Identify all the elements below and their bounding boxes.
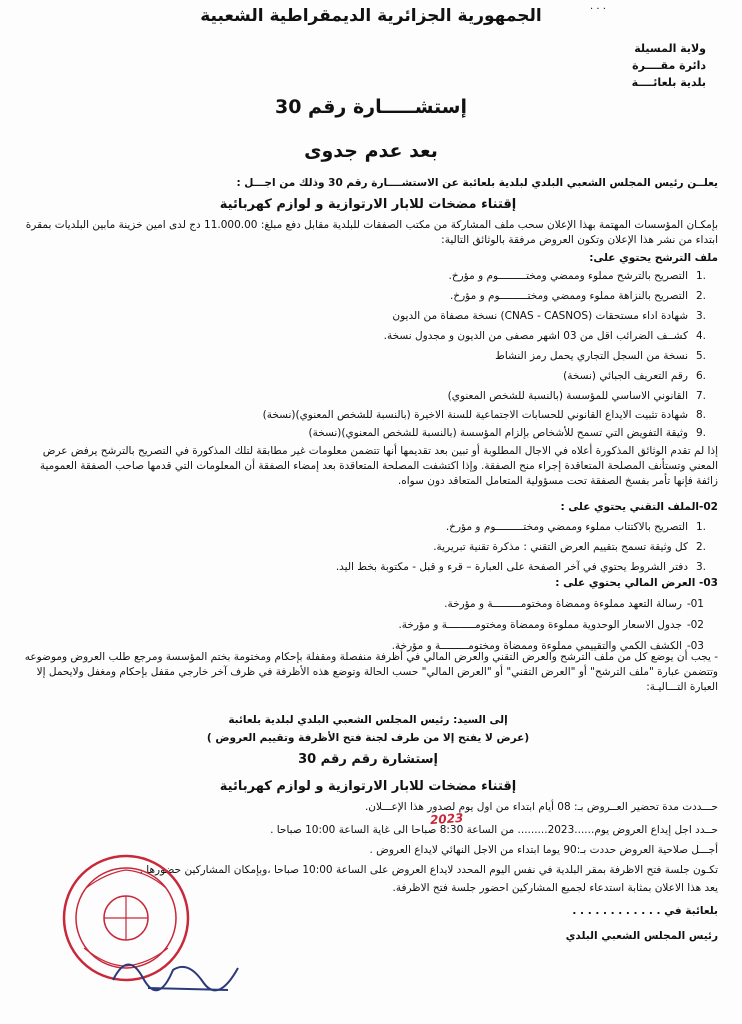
corner-mark: · · · bbox=[590, 4, 606, 15]
candidacy-section bbox=[18, 251, 718, 489]
opening-term: تكـون جلسة فتح الاظرفة بمقر البلدية في نفس اليوم المحدد لايداع العروض على الساعة 10:00 صباحا ،وبإمكان المشاركين حضورها . bbox=[139, 864, 718, 876]
announce-line bbox=[18, 176, 718, 191]
signature-block bbox=[420, 904, 718, 944]
list-item: .7 القانوني الاساسي للمؤسسة (بالنسبة للشخص المعنوي) bbox=[447, 390, 706, 402]
republic-header: الجمهورية الجزائرية الديمقراطية الشعبية bbox=[200, 6, 542, 26]
technical-section bbox=[18, 500, 718, 575]
signature-place: بلعائبة في . . . . . . . . . . . . bbox=[572, 905, 718, 917]
commune-line: بلدية بلعائــــة bbox=[631, 76, 706, 89]
financial-section bbox=[18, 576, 718, 654]
page-subtitle: بعد عدم جدوى bbox=[304, 140, 438, 162]
list-item: .8 شهادة تثبيت الايداع القانوني للحسابات الاجتماعية للسنة الاخيرة (بالنسبة للشخص المعنوي)(نسخة) bbox=[262, 409, 706, 421]
envelope-warning: (عرض لا يفتح إلا من طرف لجنة فتح الأظرفة وتقييم العروض ) bbox=[206, 732, 530, 744]
financial-list bbox=[18, 597, 718, 654]
technical-list bbox=[18, 520, 718, 575]
prep-term: حـــددت مدة تحضير العــروض بـ: 08 أيام ابتداء من اول يوم لصدور هذا الإعـــلان. bbox=[364, 801, 718, 813]
signature-scribble bbox=[108, 940, 258, 1000]
list-item: .3 دفتر الشروط يحتوي في آخر الصفحة على العبارة – قرء و قبل - مكتوبة بخط اليد. bbox=[335, 561, 706, 573]
wilaya-line: ولاية المسيلة bbox=[634, 42, 706, 55]
envelope-note: - يجب أن يوضع كل من ملف الترشح والعرض التقني والعرض المالي في أظرفة منفصلة ومقفلة بإحكام ومختومة بختم المؤسسة ومرجع طلب العروض وموضوعه وتتضمن عبارة "ملف الترشح" أو "العرض التقني" أو "العرض المالي" حسب الحالة وتوضع هذه الأظرفة في ظرف آخر خارجي مقفل بإحكام ومغفل ولايحمل إلا العبارة التـــاليـة: bbox=[24, 651, 718, 693]
list-item: 03- الكشف الكمي والتقييمي مملوءة وممضاة ومختومـــــــــة و مؤرخة. bbox=[391, 640, 704, 652]
envelope-label bbox=[18, 713, 718, 794]
list-item: .2 التصريح بالنزاهة مملوء وممضي ومختـــــــــوم و مؤرخ. bbox=[450, 290, 706, 302]
envelope-to: إلى السيد: رئيس المجلس الشعبي البلدي لبلدية بلعائبة bbox=[228, 714, 508, 726]
envelope-ref: إستشارة رقم رقم 30 bbox=[298, 752, 438, 767]
signature-role: رئيس المجلس الشعبي البلدي bbox=[565, 930, 718, 942]
list-item: .6 رقم التعريف الجبائي (نسخة) bbox=[563, 370, 706, 382]
technical-heading: 02-الملف التقني يحتوي على : bbox=[560, 501, 718, 513]
page-title: إستشـــــارة رقم 30 bbox=[274, 96, 467, 118]
project-text: إقتناء مضخات للابار الارتوازية و لوازم كهربائية bbox=[219, 197, 517, 212]
list-item: .4 كشــف الضرائب اقل من 03 اشهر مصفى من الديون و مجدول نسخة. bbox=[383, 330, 706, 342]
handwritten-date: 2023 bbox=[429, 810, 464, 828]
candidacy-list bbox=[18, 269, 718, 441]
list-item: .2 كل وثيقة تسمح بتقييم العرض التقني : مذكرة تقنية تبريرية. bbox=[433, 541, 706, 553]
admin-block bbox=[632, 40, 706, 91]
candidacy-note: إذا لم تقدم الوثائق المذكورة أعلاه في الاجال المطلوبة أو تبين بعد تقديمها أنها تتضمن معلومات غير مطابقة لتلك المذكورة في التصريح بالترشح يرفض عرض المعني وتستأنف المصلحة المتعاقدة إجراء منح الصفقة. وإذا اكتشفت المصلحة المتعاقدة بعد إمضاء الصفقة أن المعلومات التي قدمها صاحب الصفقة العمومية زائفة فإنها تأمر بفسخ الصفقة تحت مسؤولية المتعامل المتعاقد دون سواه. bbox=[39, 445, 718, 487]
validity-term: أجـــل صلاحية العروض حددت بـ:90 يوما ابتداء من الاجل النهائي لايداع العروض . bbox=[369, 844, 718, 856]
intro-paragraph: بإمكـان المؤسسات المهتمة بهذا الإعلان سحب ملف المشاركة من مكتب الصفقات للبلدية مقابل دفع مبلغ: 11.000.00 دج لدى امين خزينة مابين البلديات بمقرة ابتداء من نشر هذا الإعلان وتكون العروض مرفقة بالوثائق التالية: bbox=[25, 219, 718, 246]
list-item: .1 التصريح بالاكتتاب مملوء وممضي ومختـــــــــوم و مؤرخ. bbox=[445, 521, 706, 533]
candidacy-heading: ملف الترشح يحتوي على: bbox=[589, 252, 718, 264]
list-item: 02- جدول الاسعار الوحدوية مملوءة وممضاة ومختومـــــــــة و مؤرخة. bbox=[398, 619, 704, 631]
list-item: .5 نسخة من السجل التجاري يحمل رمز النشاط bbox=[495, 350, 706, 362]
list-item: .3 شهادة اداء مستحقات (CNAS - CASNOS) نسخة مصفاة من الديون bbox=[392, 310, 706, 322]
list-item: .1 التصريح بالترشح مملوء وممضي ومختـــــــــوم و مؤرخ. bbox=[448, 270, 706, 282]
invite-term: يعد هذا الاعلان بمثابة استدعاء لجميع المشاركين احضور جلسة فتح الاظرفة. bbox=[392, 882, 718, 894]
daira-line: دائرة مقــــرة bbox=[632, 59, 706, 72]
envelope-project: إقتناء مضخات للابار الارتوازية و لوازم كهربائية bbox=[219, 779, 517, 794]
project-title bbox=[18, 197, 718, 213]
deadline-term: حــدد اجل إيداع العروض يوم......2023......... من الساعة 8:30 صباحا الى غاية الساعة 10:00 صباحا . bbox=[270, 824, 718, 836]
announce-text: يعلــن رئيس المجلس الشعبي البلدي لبلدية بلعائبة عن الاستشــــارة رقم 30 وذلك من اجـــل : bbox=[236, 177, 718, 189]
list-item: 01- رسالة التعهد مملوءة وممضاة ومختومـــــــــة و مؤرخة. bbox=[444, 598, 704, 610]
list-item: .9 وثيقة التفويض التي تسمح للأشخاص بإلزام المؤسسة (بالنسبة للشخص المعنوي)(نسخة) bbox=[308, 427, 706, 439]
financial-heading: 03- العرض المالي يحتوي على : bbox=[555, 577, 718, 589]
